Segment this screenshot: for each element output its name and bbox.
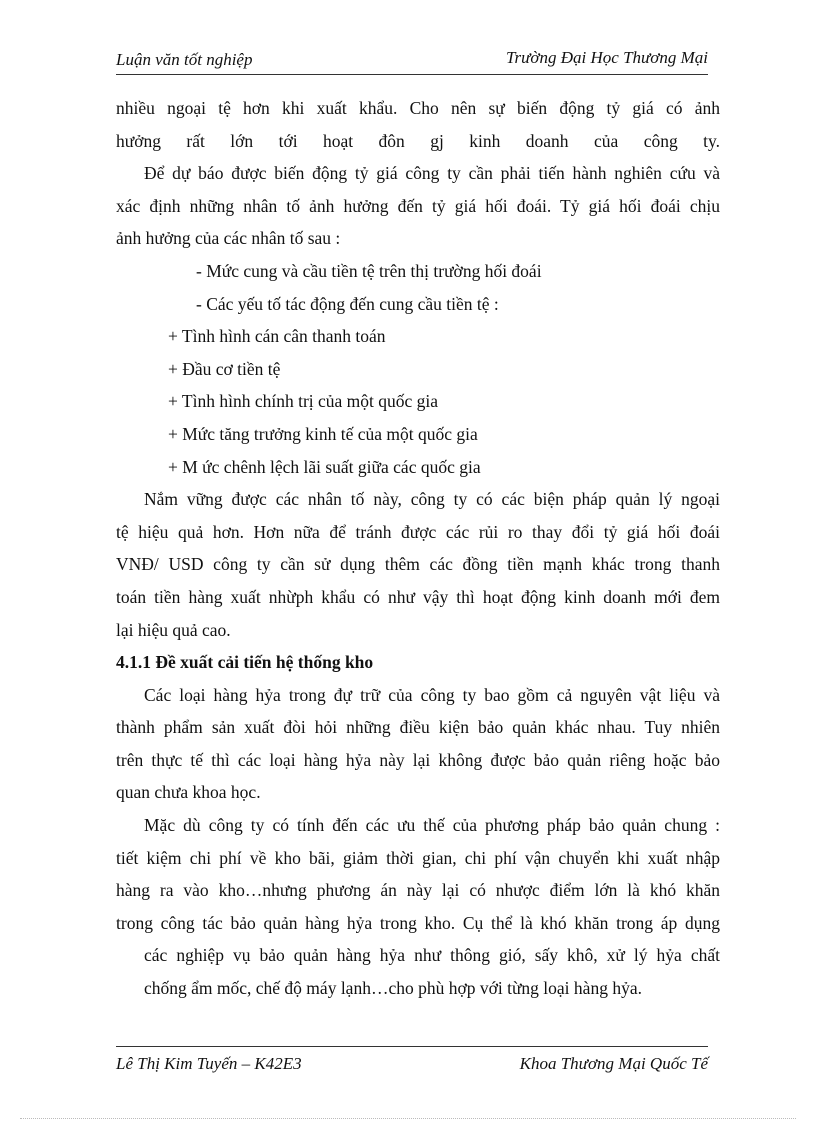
text-line: toán tiền hàng xuất nhừph khẩu có như vậy thì hoạt động kinh doanh mới đem	[116, 586, 720, 607]
footer-left-text: Lê Thị Kim Tuyến – K42E3	[116, 1054, 302, 1073]
footer-right-text: Khoa Thương Mại Quốc Tế	[519, 1054, 708, 1073]
text-line: hưởng rất lớn tới hoạt đôn gj kinh doanh của công ty.	[116, 130, 720, 151]
sub-bullet-item: + Mức tăng trưởng kinh tế của một quốc gia	[168, 423, 478, 444]
text-line: các nghiệp vụ bảo quản hàng hỷa như thông gió, sấy khô, xử lý hỷa chất	[144, 945, 720, 966]
sub-bullet-item: + Đầu cơ tiền tệ	[168, 358, 281, 379]
header-left-text: Luận văn tốt nghiệp	[116, 50, 253, 69]
bullet-item: - Các yếu tố tác động đến cung cầu tiền tệ :	[196, 293, 499, 314]
sub-bullet-item: + Tình hình cán cân thanh toán	[168, 326, 386, 347]
text-line: tiết kiệm chi phí về kho bãi, giảm thời gian, chi phí vận chuyển khi xuất nhập	[116, 847, 720, 868]
sub-bullet-item: + M ức chênh lệch lãi suất giữa các quốc gia	[168, 456, 481, 477]
text-line: lại hiệu quả cao.	[116, 619, 231, 640]
text-line: Các loại hàng hỷa trong đự trữ của công ty bao gồm cả nguyên vật liệu và	[144, 684, 720, 705]
text-line: tệ hiệu quả hơn. Hơn nữa để tránh được các rủi ro thay đổi tỷ giá hối đoái	[116, 521, 720, 542]
text-line: trên thực tế thì các loại hàng hỷa này lại không được bảo quản riêng hoặc bảo	[116, 749, 720, 770]
sub-bullet-item: + Tình hình chính trị của một quốc gia	[168, 391, 439, 412]
text-line: ảnh hưởng của các nhân tố sau :	[116, 228, 341, 249]
text-line: Mặc dù công ty có tính đến các ưu thế của phương pháp bảo quản chung :	[144, 815, 720, 836]
text-line: thành phẩm sản xuất đòi hỏi những điều kiện bảo quản khác nhau. Tuy nhiên	[116, 717, 720, 738]
bullet-item: - Mức cung và cầu tiền tệ trên thị trường hối đoái	[196, 260, 542, 281]
footer-rule	[116, 1046, 708, 1047]
text-line: Để dự báo được biến động tỷ giá công ty cần phải tiến hành nghiên cứu và	[144, 163, 720, 184]
text-line: quan chưa khoa học.	[116, 782, 261, 803]
header-right-text: Trường Đại Học Thương Mại	[506, 48, 708, 67]
document-body	[116, 92, 720, 1005]
text-line: xác định những nhân tố ảnh hưởng đến tỷ giá hối đoái. Tỷ giá hối đoái chịu	[116, 195, 720, 216]
text-line: Nắm vững được các nhân tố này, công ty có các biện pháp quản lý ngoại	[144, 489, 720, 510]
text-line: trong công tác bảo quản hàng hỷa trong kho. Cụ thể là khó khăn trong áp dụng	[116, 912, 720, 933]
page-footer	[116, 1054, 708, 1074]
text-line: hàng ra vào kho…nhưng phương án này lại có nhược điểm lớn là khó khăn	[116, 880, 720, 901]
page-edge-divider	[20, 1118, 796, 1119]
header-rule	[116, 74, 708, 75]
page-header	[116, 48, 708, 70]
text-line: nhiều ngoại tệ hơn khi xuất khẩu. Cho nên sự biến động tỷ giá có ảnh	[116, 98, 720, 118]
text-line: chống ẩm mốc, chế độ máy lạnh…cho phù hợp với từng loại hàng hỷa.	[144, 978, 642, 999]
section-heading: 4.1.1 Đề xuất cải tiến hệ thống kho	[116, 652, 374, 673]
text-line: VNĐ/ USD công ty cần sử dụng thêm các đồng tiền mạnh khác trong thanh	[116, 554, 720, 575]
